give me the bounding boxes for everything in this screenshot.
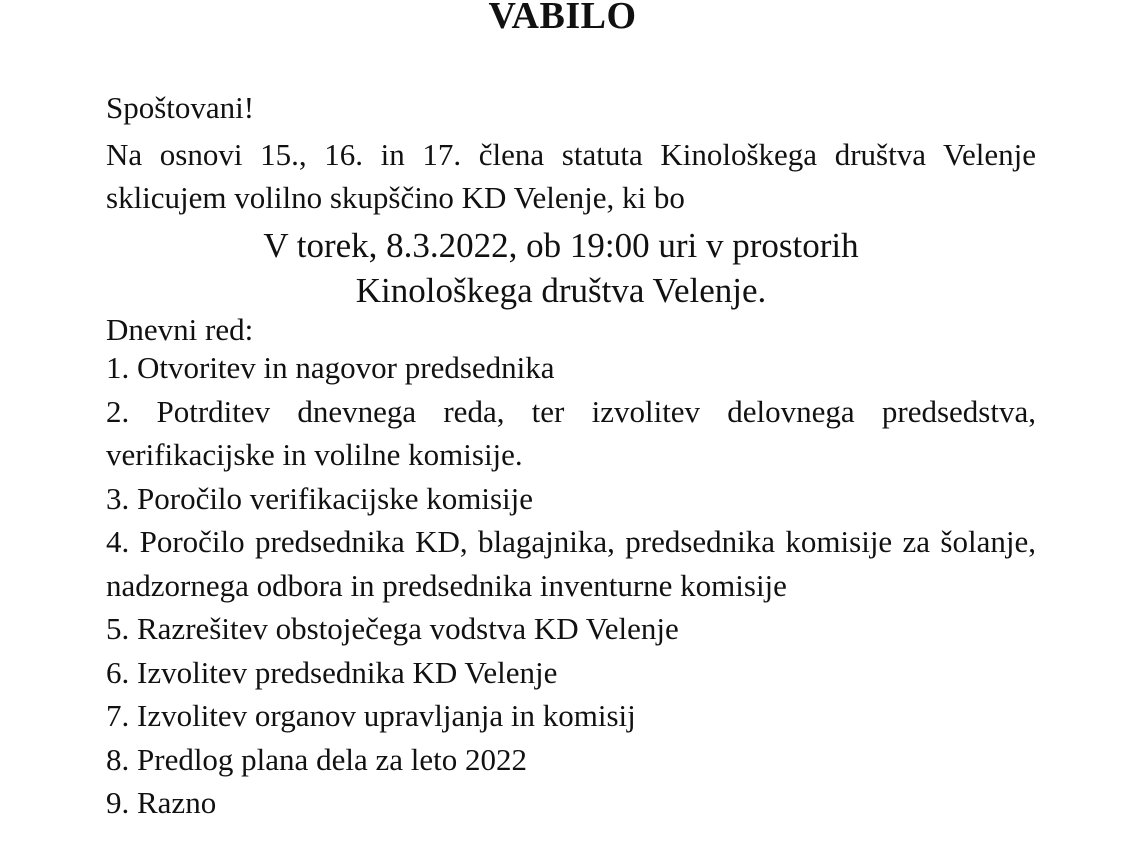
greeting: Spoštovani!	[106, 90, 255, 125]
intro-paragraph: Na osnovi 15., 16. in 17. člena statuta Kinološkega društva Velenje sklicujem volilno skupščino KD Velenje, ki bo	[106, 137, 1036, 215]
agenda-item: 2. Potrditev dnevnega reda, ter izvolitev delovnega predsedstva, verifikacijske in volilne komisije.	[106, 393, 1036, 472]
agenda-heading: Dnevni red:	[106, 312, 254, 347]
agenda-item: 9. Razno	[106, 785, 217, 820]
agenda-item: 6. Izvolitev predsednika KD Velenje	[106, 654, 558, 690]
document-title: VABILO	[488, 0, 637, 37]
meeting-location: Kinološkega društva Velenje.	[355, 271, 767, 310]
meeting-date-time: V torek, 8.3.2022, ob 19:00 uri v prostorih	[263, 226, 859, 265]
agenda-item: 3. Poročilo verifikacijske komisije	[106, 480, 534, 516]
agenda-item: 8. Predlog plana dela za leto 2022	[106, 741, 527, 777]
meeting-details	[106, 223, 1016, 313]
agenda-item: 7. Izvolitev organov upravljanja in komisij	[106, 698, 636, 733]
agenda-item: 1. Otvoritev in nagovor predsednika	[106, 350, 555, 385]
agenda-item: 5. Razrešitev obstoječega vodstva KD Velenje	[106, 611, 679, 646]
agenda-item: 4. Poročilo predsednika KD, blagajnika, predsednika komisije za šolanje, nadzornega odbora in predsednika inventurne komisije	[106, 524, 1036, 603]
agenda-list	[106, 346, 1036, 825]
